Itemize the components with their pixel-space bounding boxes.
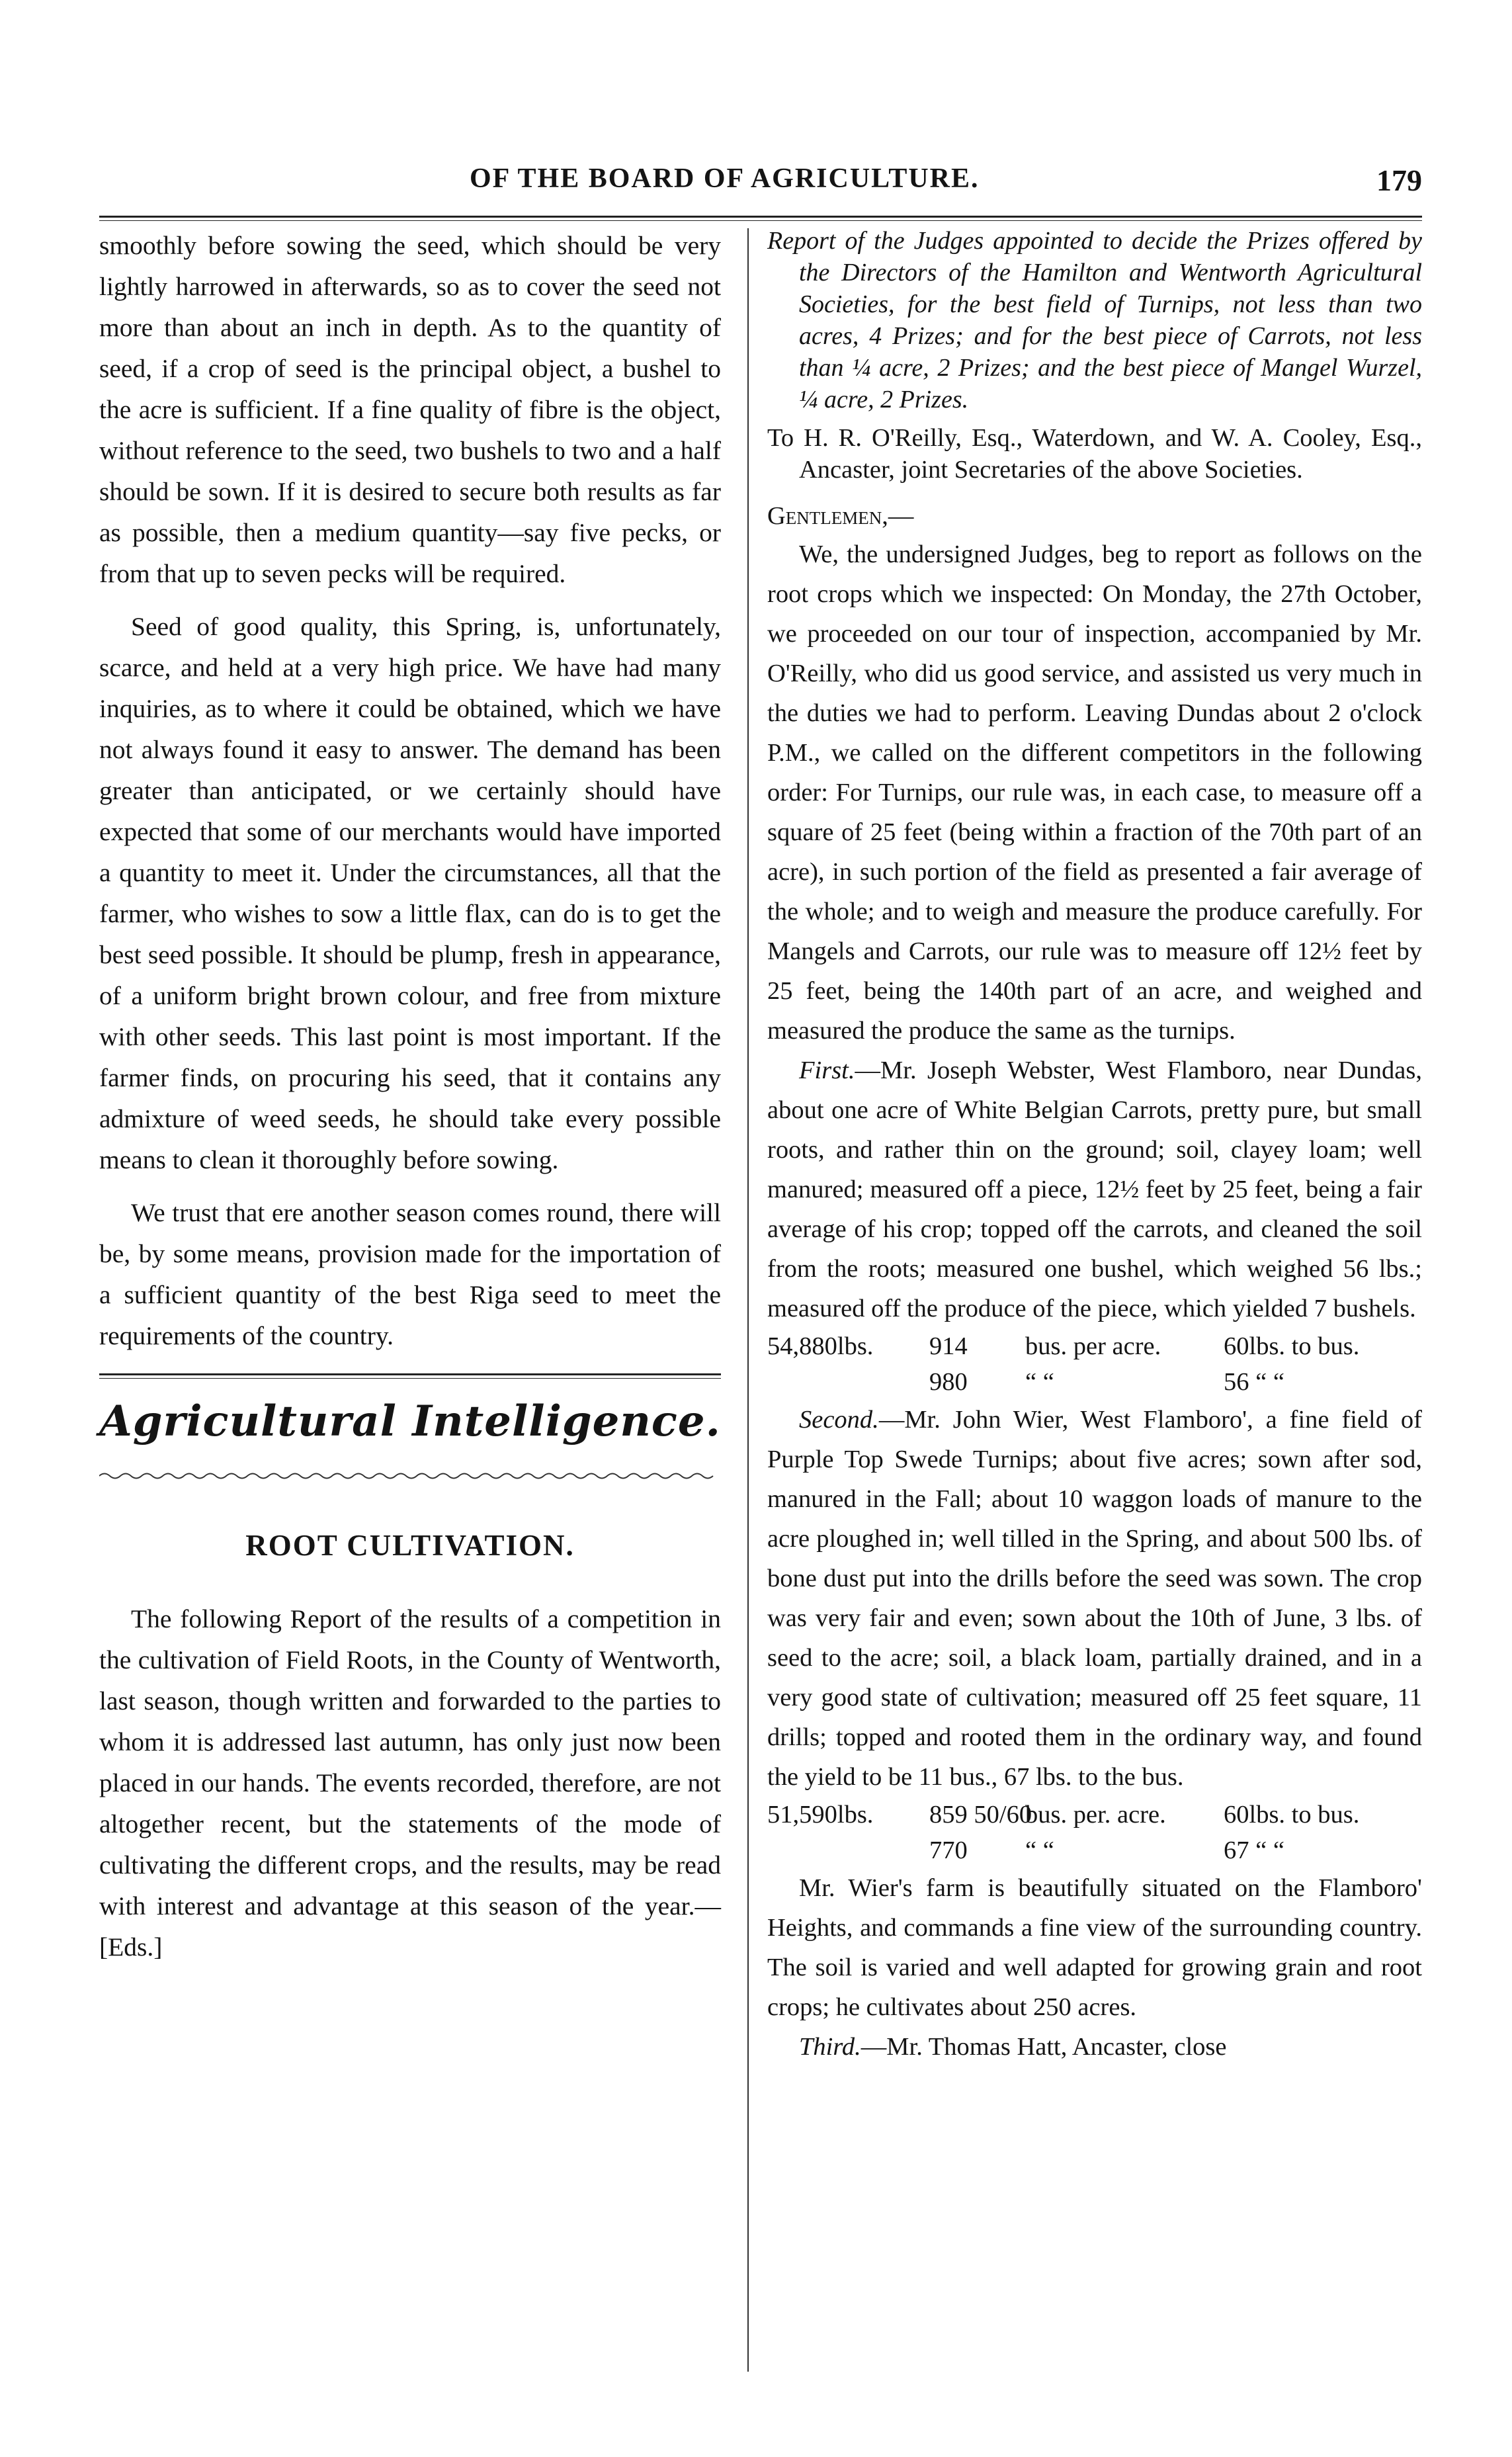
first-prize-paragraph (767, 1051, 1422, 1328)
yield2-weight: 51,590lbs. (767, 1801, 874, 1829)
flax-paragraph-3: We trust that ere another season comes round, there will be, by some means, provision made for the importation of a sufficient quantity of the best Riga seed to meet the requirements of the country. (99, 1198, 721, 1350)
running-title: OF THE BOARD OF AGRICULTURE. (470, 163, 980, 194)
yield1-unit: bus. per acre. (1025, 1332, 1161, 1360)
yield1-bushels: 914 (929, 1332, 968, 1360)
yield1-weight: 54,880lbs. (767, 1332, 874, 1360)
yield2-rate-2: 67 “ “ (1224, 1836, 1284, 1864)
running-header (99, 163, 1422, 202)
yield2-bushels: 859 50/60 (929, 1801, 1032, 1829)
yield-table-2-row-2 (767, 1832, 1422, 1868)
address-line: To H. R. O'Reilly, Esq., Waterdown, and W. A. Cooley, Esq., Ancaster, joint Secretaries of the above Societies. (767, 424, 1422, 484)
yield1-ditto: “ “ (1025, 1368, 1054, 1396)
wier-farm-paragraph: Mr. Wier's farm is beautifully situated on the Flamboro' Heights, and commands a fine view of the surrounding country. The soil is varied and well adapted for growing grain and root crops; he cultivates about 250 acres. (767, 1874, 1422, 2021)
yield-table-1-row-1 (767, 1328, 1422, 1364)
salutation: Gentlemen,— (767, 502, 914, 530)
banner-rule (99, 1373, 721, 1379)
yield-table-2-row-1 (767, 1797, 1422, 1832)
first-label: First. (799, 1056, 855, 1084)
first-text: —Mr. Joseph Webster, West Flamboro, near Dundas, about one acre of White Belgian Carrots, pretty pure, but small roots, and rather thin on the ground; soil, clayey loam; well manured; measured off a piece, 12½ feet by 25 feet, being a fair average of his crop; topped off the carrots, and cleaned the soil from the roots; measured one bushel, which weighed 56 lbs.; measured off the produce of the piece, which yielded 7 bushels. (767, 1056, 1422, 1322)
second-prize-paragraph (767, 1400, 1422, 1797)
yield-table-1-row-2 (767, 1364, 1422, 1400)
section-banner: Agricultural Intelligence. (99, 1397, 721, 1446)
third-label: Third. (799, 2033, 861, 2061)
third-prize-paragraph (767, 2027, 1422, 2067)
second-text: —Mr. John Wier, West Flamboro', a fine field of Purple Top Swede Turnips; about five acres; sown after sod, manured in the Fall; about 10 waggon loads of manure to the acre ploughed in; well tilled in the Spring, and about 500 lbs. of bone dust put into the drills before the seed was sown. The crop was very fair and even; sown about the 10th of June, 3 lbs. of seed to the acre; soil, a black loam, partially drained, and in a very good state of cultivation; measured off 25 feet square, 11 drills; topped and rooted them in the ordinary way, and found the yield to be 11 bus., 67 lbs. to the bus. (767, 1406, 1422, 1791)
yield1-rate: 60lbs. to bus. (1224, 1332, 1360, 1360)
yield2-bushels-2: 770 (929, 1836, 968, 1864)
flax-paragraph-2: Seed of good quality, this Spring, is, unfortunately, scarce, and held at a very high price. We have had many inquiries, as to where it could be obtained, which we have not always found it easy to answer. The demand has been greater than anticipated, or we certainly should have expected that some of our merchants would have imported a quantity to meet it. Under the circumstances, all that the farmer, who wishes to sow a little flax, can do is to get the best seed possible. It should be plump, fresh in appearance, of a uniform bright brown colour, and free from mixture with other seeds. This last point is most important. If the farmer finds, on procuring his seed, that it contains any admixture of weed seeds, he should take every possible means to clean it thoroughly before sowing. (99, 612, 721, 1174)
yield2-ditto: “ “ (1025, 1836, 1054, 1864)
right-column (767, 225, 1422, 2067)
yield2-unit: bus. per. acre. (1025, 1801, 1166, 1829)
yield2-rate: 60lbs. to bus. (1224, 1801, 1360, 1829)
column-divider (747, 228, 749, 2372)
header-rule (99, 216, 1422, 221)
third-text: —Mr. Thomas Hatt, Ancaster, close (861, 2033, 1227, 2061)
flax-paragraph-1: smoothly before sowing the seed, which should be very lightly harrowed in afterwards, so as to cover the seed not more than about an inch in depth. As to the quantity of seed, if a crop of seed is the principal object, a bushel to the acre is sufficient. If a fine quality of fibre is the object, without reference to the seed, two bushels to two and a half should be sown. If it is desired to secure both results as far as possible, then a medium quantity—say five pecks, or from that up to seven pecks will be required. (99, 231, 721, 588)
left-column (99, 225, 721, 1967)
report-paragraph-1: We, the undersigned Judges, beg to report as follows on the root crops which we inspected: On Monday, the 27th October, we proceeded on our tour of inspection, accompanied by Mr. O'Reilly, who did us good service, and assisted us very much in the duties we had to perform. Leaving Dundas about 2 o'clock P.M., we called on the different competitors in the following order: For Turnips, our rule was, in each case, to measure off a square of 25 feet (being within a fraction of the 70th part of an acre), in such portion of the field as presented a fair average of the whole; and to weigh and measure the produce carefully. For Mangels and Carrots, our rule was to measure off 12½ feet by 25 feet, being the 140th part of an acre, and weighed and measured the produce the same as the turnips. (767, 540, 1422, 1045)
section-title: ROOT CULTIVATION. (245, 1529, 575, 1562)
report-title: Report of the Judges appointed to decide the Prizes offered by the Directors of the Hamilton and Wentworth Agricultural Societies, for the best field of Turnips, not less than two acres, 4 Prizes; and for the best piece of Carrots, not less than ¼ acre, 2 Prizes; and the best piece of Mangel Wurzel, ¼ acre, 2 Prizes. (767, 227, 1422, 413)
section-banner-box (99, 1373, 721, 1585)
root-intro-paragraph: The following Report of the results of a competition in the cultivation of Field Roots, in the County of Wentworth, last season, though written and forwarded to the parties to whom it is addressed last autumn, has only just now been placed in our hands. The events recorded, therefore, are not altogether recent, but the statements of the mode of cultivating the different crops, and the results, may be read with interest and advantage at this season of the year.—[Eds.] (99, 1604, 721, 1961)
page-number: 179 (1376, 163, 1422, 197)
wavy-rule (99, 1471, 721, 1481)
yield1-rate-2: 56 “ “ (1224, 1368, 1284, 1396)
yield1-bushels-2: 980 (929, 1368, 968, 1396)
second-label: Second. (799, 1406, 879, 1434)
